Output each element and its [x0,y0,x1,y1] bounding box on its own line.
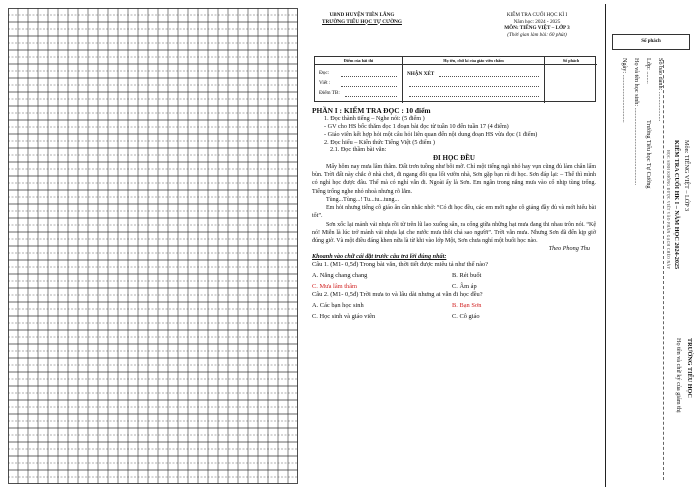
comment-line-1[interactable] [439,76,539,77]
question-2-options-row-2 [312,313,596,321]
story-paragraph-4: Sơn xốc lại mảnh vải nhựa rồi từ trên lũ lao xuống sân, ra cổng giữa những hạt mưa đang thi nhau trôn nói. “Kệ nó! Miễn là lúc trở mảnh vải nhựa lại che nước mưa thôi chả sao người”. Trời vẫn mưa. Nhưng Sơn đã đến kịp giờ đúng giờ. Và một điều đáng khen nữa là từ khi vào lớp Một, Sơn chưa nghỉ một buổi học nào. [312,221,596,245]
q1-option-d[interactable]: C. Âm áp [452,282,477,290]
story-paragraph-1: Mấy hôm nay mưa lâm thâm. Đất trơn tuồng như bôi mỡ. Chỉ một tiếng ngã nhỏ hay vụn cũng đủ làm chân lấm bùn. Trời đất này chắc ở nhà chơi, đi ngang đồi qua lối vườn nhà, Sơn gặp bạn rủ đi học. Sơn đáp lại: – Thế thì mình có nghỉ học được đâu. Thế mà có nghỉ vẫn đi. Ngoài ấy là Sơn. Em ngân trong nắng mưa vào cổ nhịp tùng trống. Tiếng trống nghe nhỏ nhoà nhưng rõ lắm. [312,163,596,195]
page-divider [605,4,606,487]
writing-score-field[interactable] [341,86,397,87]
writing-score-label: Viết : [319,80,331,86]
reading-score-label: Đọc: [319,70,330,76]
number-box: Số phách [612,34,690,50]
side-subject: Môn: TIẾNG VIỆT – LỚP 3 [683,140,690,212]
q1-option-a[interactable]: A. Nắng chang chang [312,271,368,279]
reading-score-field[interactable] [341,76,397,77]
q1-option-b[interactable]: B. Rét buốt [452,271,482,279]
section-1b: - Giáo viên kết hợp hỏi một câu hỏi liên quan đến nội dung đoạn HS vừa đọc (1 điểm) [324,130,538,138]
q1-option-c[interactable]: C. Mưa lâm thâm [312,282,357,290]
average-score-field[interactable] [345,96,397,97]
section-2-title: 2. Đọc hiểu – Kiến thức Tiếng Việt (5 điểm ) [324,138,435,146]
school-year: Năm học: 2024 - 2025 [513,18,561,25]
comment-line-3[interactable] [409,96,539,97]
subject: MÔN: TIẾNG VIỆT – LỚP 3 [504,25,570,31]
number-column-head: Số phách [545,57,597,65]
cut-line [663,60,664,480]
side-school-label: TRƯỜNG TIỂU HỌC [686,338,693,398]
teacher-column [403,57,545,103]
section-1-title: 1. Đọc thành tiếng – Nghe nói: (5 điểm ) [324,115,425,123]
invigilator-signature-field[interactable]: Họ tên và chữ ký của giám thị [675,338,682,413]
story-paragraph-3: Em hỏi nhưng tiếng cô giáo ân cần nhắc nhở: “Có đi học đều, các em mới nghe cô giảng đầy đủ và mới hiểu bài tốt”. [312,205,596,220]
school-label: Trường Tiểu học Tự Cường [645,120,652,189]
question-1-options-row-2 [312,283,596,291]
question-1-options-row-1 [312,272,596,280]
exam-title: KIỂM TRA CUỐI HỌC KÌ I [506,12,568,18]
class-field[interactable]: Lớp: ........ [645,58,652,84]
comment-line-2[interactable] [409,86,539,87]
section-2-1-title: 2.1. Đọc thầm bài văn: [330,146,387,154]
q2-option-d[interactable]: C. Cô giáo [452,312,480,320]
school-name: TRƯỜNG TIỂU HỌC TỰ CƯỜNG [322,18,402,25]
exam-info [474,12,600,38]
score-column-head: Điểm của bài thi [315,57,402,65]
student-name-field[interactable]: Họ và tên học sinh: .................................................. [633,58,640,186]
section-1a: - GV cho HS bốc thăm đọc 1 đoạn bài đọc từ tuần 10 đến tuần 17 (4 điểm) [324,123,509,130]
story-title: ĐI HỌC ĐỀU [432,154,475,162]
score-column [315,57,403,103]
side-exam-title: KIỂM TRA CUỐI HK I – NĂM HỌC 2024-2025 [673,140,680,270]
question-1: Câu 1. (M1- 0,5đ) Trong bài văn, thời tiết được miêu tả như thế nào? [312,260,489,268]
cut-line-note: HỌC SINH KHÔNG ĐƯỢC VIẾT VÀO PHẦN GẠCH CHÉO NÀY [666,150,670,270]
handwriting-grid-page [0,0,300,491]
candidate-number-field[interactable]: Số báo danh: ................... [657,58,664,122]
score-table [314,56,596,102]
story-author: Theo Phong Thu [548,245,590,253]
district-name: UBND HUYỆN TIÊN LÃNG [329,12,395,18]
question-2-options-row-1 [312,302,596,310]
story-paragraph-2: Tùng...Tùng...! Tu...tu...tung... [326,196,400,203]
question-2: Câu 2. (M1- 0,5đ) Trời mưa to và lâu dài nhưng ai vẫn đi học đều? [312,290,483,298]
part1-title: PHẦN I : KIỂM TRA ĐỌC : 10 điểm [312,106,431,115]
average-score-label: Điểm TB: [319,90,340,96]
teacher-column-head: Họ tên, chữ kí của giáo viên chấm [403,57,544,65]
school-info [306,12,418,25]
q2-option-c[interactable]: C. Học sinh và giáo viên [312,312,376,320]
exam-body [312,106,596,321]
q2-option-a[interactable]: A. Các bạn học sinh [312,301,364,309]
q2-option-b[interactable]: B. Bạn Sơn [452,301,482,309]
writing-grid [8,8,298,484]
time-limit: (Thời gian làm bài: 60 phút) [507,31,567,38]
instruction: Khoanh vào chữ cái đặt trước câu trả lời đúng nhất: [312,253,447,261]
exam-header [306,6,600,46]
date-field[interactable]: Ngày: ............................... [621,58,628,123]
comment-label: NHẬN XÉT [407,71,435,77]
exam-page [306,4,600,487]
